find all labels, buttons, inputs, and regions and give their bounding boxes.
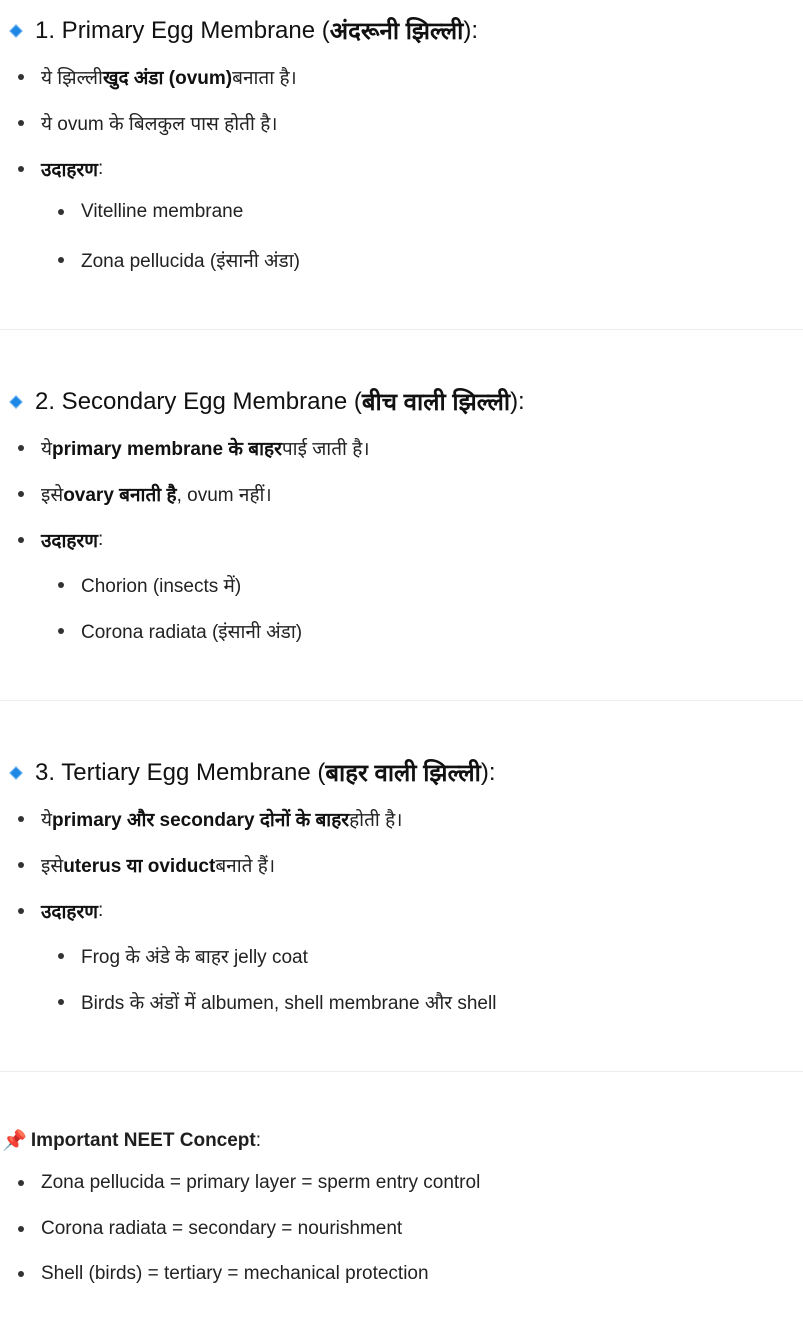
list-item: इसे ovary बनाती है , ovum नहीं।: [18, 481, 272, 507]
list-item: ये primary और secondary दोनों के बाहर होती है।: [18, 806, 402, 832]
bullet-icon: [58, 582, 64, 588]
bullet-icon: [18, 445, 24, 451]
section-1-heading: 1. Primary Egg Membrane ( अंदरूनी झिल्ली ):: [0, 14, 478, 47]
example-item: Birds के अंडों में albumen, shell membrane और shell: [58, 989, 496, 1015]
list-item: उदाहरण :: [18, 527, 103, 553]
bullet-icon: [18, 537, 24, 543]
bullet-icon: [18, 1180, 24, 1186]
example-item: Chorion (insects में): [58, 572, 241, 598]
list-item: उदाहरण :: [18, 156, 103, 182]
bullet-icon: [18, 816, 24, 822]
divider: [0, 700, 803, 701]
example-item: Corona radiata (इंसानी अंडा): [58, 618, 302, 644]
concept-title: 📌 Important NEET Concept :: [2, 1129, 262, 1152]
bullet-icon: [18, 74, 24, 80]
divider: [0, 329, 803, 330]
list-item: ये primary membrane के बाहर पाई जाती है।: [18, 435, 370, 461]
divider: [0, 1071, 803, 1072]
list-item: उदाहरण :: [18, 898, 103, 924]
example-item: Frog के अंडे के बाहर jelly coat: [58, 943, 308, 969]
bullet-icon: [18, 1226, 24, 1232]
bullet-icon: [58, 628, 64, 634]
list-item: इसे uterus या oviduct बनाते हैं।: [18, 852, 275, 878]
example-item: Zona pellucida (इंसानी अंडा): [58, 247, 300, 273]
concept-item: Zona pellucida = primary layer = sperm entry control: [18, 1172, 480, 1194]
bullet-icon: [18, 862, 24, 868]
bullet-icon: [58, 953, 64, 959]
pushpin-icon: 📌: [2, 1130, 27, 1152]
section-2-heading: 2. Secondary Egg Membrane ( बीच वाली झिल्ली ):: [0, 385, 525, 418]
list-item: ये झिल्ली खुद अंडा (ovum) बनाता है।: [18, 64, 297, 90]
bullet-icon: [58, 999, 64, 1005]
bullet-icon: [58, 257, 64, 263]
concept-item: Corona radiata = secondary = nourishment: [18, 1218, 402, 1240]
blue-diamond-icon: [10, 767, 21, 778]
list-item: ये ovum के बिलकुल पास होती है।: [18, 110, 277, 136]
bullet-icon: [18, 491, 24, 497]
bullet-icon: [18, 120, 24, 126]
bullet-icon: [18, 908, 24, 914]
example-item: Vitelline membrane: [58, 201, 243, 223]
blue-diamond-icon: [10, 396, 21, 407]
blue-diamond-icon: [10, 25, 21, 36]
bullet-icon: [18, 166, 24, 172]
bullet-icon: [18, 1271, 24, 1277]
concept-item: Shell (birds) = tertiary = mechanical protection: [18, 1263, 429, 1285]
bullet-icon: [58, 209, 64, 215]
section-3-heading: 3. Tertiary Egg Membrane ( बाहर वाली झिल्ली ):: [0, 756, 496, 789]
